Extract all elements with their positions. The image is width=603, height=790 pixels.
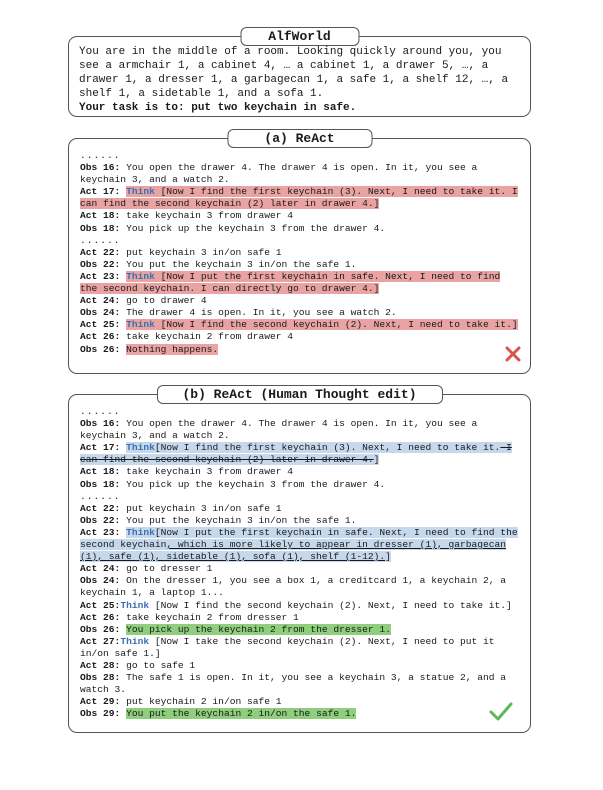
thought-text: [Now I find the second keychain (2). Next, I need to take it.] [149, 599, 512, 611]
log-line [80, 672, 522, 696]
step-label: Obs 26: [80, 343, 121, 355]
log-line [80, 247, 522, 259]
log-line [80, 210, 522, 222]
step-text: put keychain 2 in/on safe 1 [120, 696, 282, 708]
log-line [80, 503, 522, 515]
step-label: Obs 24: [80, 575, 121, 587]
step-text: You open the drawer 4. The drawer 4 is open. In it, you see a keychain 3, and a watch 2. [80, 418, 478, 442]
step-text: You put the keychain 3 in/on the safe 1. [120, 514, 357, 526]
log-line [80, 636, 522, 660]
ellipsis: ...... [80, 234, 121, 246]
alfworld-title: AlfWorld [240, 27, 359, 46]
step-label: Obs 29: [80, 708, 121, 720]
alfworld-task: Your task is to: put two keychain in safe. [79, 102, 357, 114]
step-label: Act 23: [80, 270, 121, 282]
step-label: Obs 26: [80, 623, 121, 635]
thought-text: [Now I put the first keychain in safe. Next, I need to find the second keychain [80, 526, 518, 551]
think-keyword: Think [126, 270, 155, 282]
step-text: go to safe 1 [120, 659, 196, 671]
think-keyword: Think [126, 319, 155, 331]
added-thought-text: , which is more likely to appear in dresser (1), garbagecan (1), safe (1), sidetable (1), sofa (1), shelf (1-12). [80, 539, 507, 563]
step-label: Obs 28: [80, 672, 121, 684]
step-label: Act 27: [80, 635, 121, 647]
thought-text: [Now I take the second keychain (2). Next, I need to put it in/on safe 1.] [80, 635, 495, 659]
log-line [80, 660, 522, 672]
think-keyword: Think [120, 635, 150, 647]
thought-text: [Now I find the second keychain (2). Next, I need to take it.] [154, 319, 518, 331]
log-line [80, 186, 522, 210]
step-text: You open the drawer 4. The drawer 4 is open. In it, you see a keychain 3, and a watch 2. [80, 162, 478, 186]
step-label: Obs 16: [80, 418, 121, 430]
step-text: The drawer 4 is open. In it, you see a watch 2. [120, 307, 397, 319]
think-keyword: Think [126, 186, 155, 198]
edited-thought-highlight [80, 442, 512, 465]
think-keyword: Think [120, 599, 150, 611]
log-line [80, 295, 522, 307]
success-observation: You pick up the keychain 2 from the dresser 1. [126, 623, 391, 635]
log-line [80, 612, 522, 624]
log-line [80, 418, 522, 442]
log-line [80, 563, 522, 575]
log-line [80, 575, 522, 599]
log-line [80, 696, 522, 708]
step-text: You pick up the keychain 3 from the drawer 4. [120, 222, 386, 234]
step-label: Act 26: [80, 331, 121, 343]
log-line [80, 515, 522, 527]
step-label: Act 23: [80, 526, 121, 538]
log-line [80, 527, 522, 563]
step-text: take keychain 3 from drawer 4 [120, 466, 294, 478]
step-label: Act 26: [80, 611, 121, 623]
ellipsis: ...... [80, 406, 121, 417]
log-line [80, 162, 522, 186]
react-log [80, 150, 522, 356]
thought-highlight [80, 186, 518, 209]
step-label: Obs 18: [80, 222, 121, 234]
thought-text: [Now I find the first keychain (3). Next, I need to take it. [154, 442, 501, 454]
step-label: Act 25: [80, 599, 121, 611]
step-text: take keychain 2 from dresser 1 [120, 611, 299, 623]
success-observation: You put the keychain 2 in/on the safe 1. [126, 708, 357, 720]
alfworld-description: You are in the middle of a room. Looking quickly around you, you see a armchair 1, a cabinet 4, … a cabinet 1, a drawer 5, …, a drawer 1, a dresser 1, a garbagecan 1, a safe 1, a shelf 12, …, a shelf 1, a sidetable 1, and a sofa 1. [79, 46, 509, 100]
log-line [80, 307, 522, 319]
thought-highlight [80, 271, 500, 294]
step-text: take keychain 3 from drawer 4 [120, 210, 294, 222]
human-edit-title: (b) ReAct (Human Thought edit) [157, 385, 443, 404]
edited-thought-highlight [80, 527, 518, 562]
step-text: take keychain 2 from drawer 4 [120, 331, 294, 343]
step-text: go to dresser 1 [120, 563, 213, 575]
step-label: Obs 16: [80, 162, 121, 174]
thought-highlight [126, 319, 518, 330]
step-label: Act 22: [80, 246, 121, 258]
cross-icon [504, 345, 522, 363]
log-line [80, 319, 522, 331]
step-label: Act 25: [80, 319, 121, 331]
deleted-thought-text: I can find the second keychain (2) later in drawer 4. [80, 442, 512, 466]
step-label: Act 18: [80, 466, 121, 478]
log-line [80, 479, 522, 491]
log-line [80, 259, 522, 271]
step-label: Obs 18: [80, 478, 121, 490]
step-label: Act 24: [80, 563, 121, 575]
step-text: You pick up the keychain 3 from the drawer 4. [120, 478, 386, 490]
react-panel [68, 131, 531, 374]
log-line [80, 624, 522, 636]
thought-text: [Now I put the first keychain in safe. Next, I need to find the second keychain. I can directly go to drawer 4.] [80, 270, 501, 295]
check-icon [488, 700, 514, 722]
log-line [80, 344, 522, 356]
thought-close: ] [373, 454, 380, 466]
log-line [80, 600, 522, 612]
step-label: Act 18: [80, 210, 121, 222]
human-edit-panel [68, 387, 531, 733]
log-line [80, 331, 522, 343]
step-text: go to drawer 4 [120, 295, 207, 307]
step-label: Act 22: [80, 502, 121, 514]
step-label: Obs 22: [80, 514, 121, 526]
think-keyword: Think [126, 526, 155, 538]
log-line [80, 466, 522, 478]
thought-text: [Now I find the first keychain (3). Next, I need to take it. I can find the second keychain (2) later in drawer 4.] [80, 186, 518, 210]
step-label: Act 17: [80, 186, 121, 198]
step-label: Obs 22: [80, 258, 121, 270]
step-text: On the dresser 1, you see a box 1, a creditcard 1, a keychain 2, a keychain 1, a laptop 1... [80, 575, 507, 599]
log-line [80, 223, 522, 235]
step-label: Act 28: [80, 659, 121, 671]
step-label: Act 17: [80, 442, 121, 454]
step-label: Act 29: [80, 696, 121, 708]
step-text: put keychain 3 in/on safe 1 [120, 502, 282, 514]
human-edit-log [80, 406, 522, 720]
step-text: put keychain 3 in/on safe 1 [120, 246, 282, 258]
log-line [80, 271, 522, 295]
log-line [80, 442, 522, 466]
step-text: You put the keychain 3 in/on the safe 1. [120, 258, 357, 270]
alfworld-body [79, 45, 522, 115]
step-label: Act 24: [80, 295, 121, 307]
ellipsis: ...... [80, 490, 121, 502]
log-line [80, 708, 522, 720]
thought-close: ] [385, 551, 391, 563]
think-keyword: Think [126, 442, 155, 454]
step-text: The safe 1 is open. In it, you see a keychain 3, a statue 2, and a watch 3. [80, 672, 507, 696]
failure-observation: Nothing happens. [126, 343, 219, 355]
react-title: (a) ReAct [227, 129, 372, 148]
step-label: Obs 24: [80, 307, 121, 319]
alfworld-panel [68, 29, 531, 117]
ellipsis: ...... [80, 150, 121, 161]
